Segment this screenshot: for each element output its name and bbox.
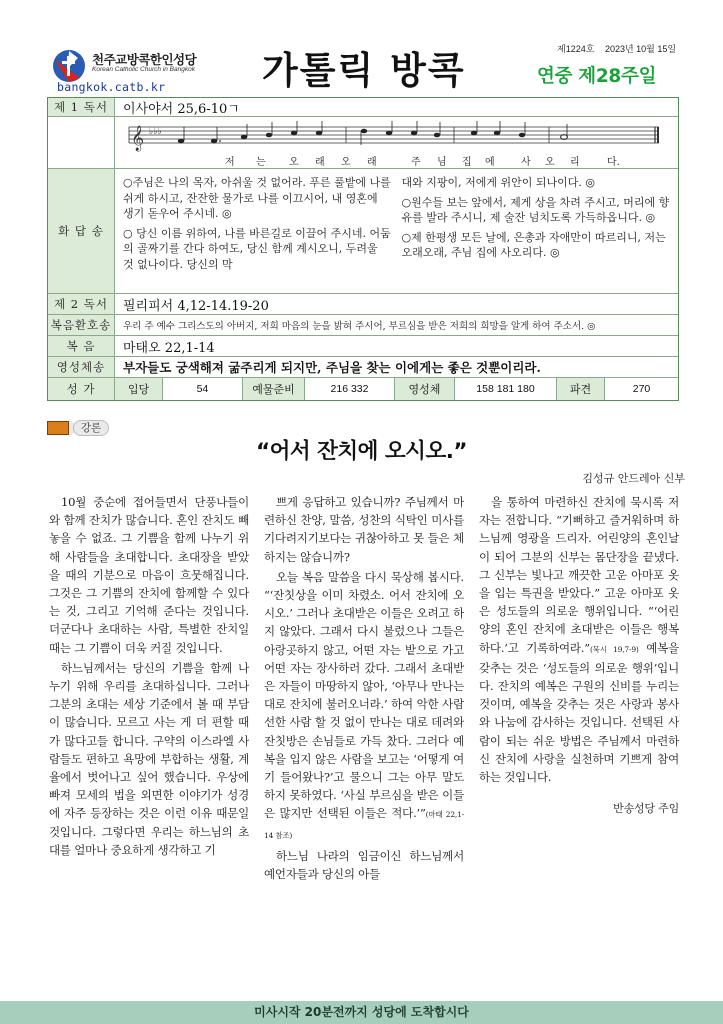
sermon-paragraph: 10월 중순에 접어들면서 단풍나들이와 함께 잔치가 많습니다. 혼인 잔치도 빼놓을 수 없죠. 그 기쁨을 함께 나누기 위해 사람들을 초대합니다. 초대장을 받았을 때의 기분으로 마음이 흐뭇해집니다. 그것은 그 기쁨의 잔치에 함께할 수 있다는 것, 그리고 기억해 준다는 것입니다. 더군다나 초대하는 사람, 특별한 잔치일 때는 그 기쁨이 더욱 커질 것입니다. bbox=[49, 495, 249, 655]
singing-entrance-value: 54 bbox=[163, 378, 243, 400]
sermon-tag-label: 강론 bbox=[73, 420, 109, 436]
communion-label: 영성체송 bbox=[48, 357, 115, 377]
sermon-column-3 bbox=[479, 493, 679, 883]
lyric-syllable: 오 bbox=[289, 157, 299, 168]
lyric-syllable: 집 bbox=[462, 157, 472, 168]
website-url[interactable]: bangkok.catb.kr bbox=[57, 80, 166, 94]
singing-offertory-label: 예물준비 bbox=[243, 378, 305, 400]
singing-dismissal-label: 파견 bbox=[557, 378, 605, 400]
sermon-paragraph: 오늘 복음 말씀을 다시 묵상해 봅시다. “‘잔칫상을 이미 차렸소. 어서 잔치에 오시오.’ 그러나 초대받은 이들은 오려고 하지 않았다. 그래서 다시 불렀으나 그들은 아랑곳하지 않고, 어떤 자는 밭으로 가고 어떤 자는 장사하러 갔다. 그래서 초대받은 자들이 마땅하지 않아, ‘아무나 만나는 대로 잔치에 불러오너라.’ 하여 악한 사람 선한 사람 할 것 없이 만나는 대로 데려와 잔칫방은 손님들로 가득 찼다. 그러다 예복을 입지 않은 사람을 보고는 ‘어떻게 여기 들어왔나?’고 물으니 그는 아무 말도 하지 못하였다. ‘사실 부르심을 받은 이들은 많지만 선택된 이들은 적다.’”(마태 22,1-14 참조) bbox=[264, 569, 464, 840]
scripture-reference: (마태 22,1-14 참조) bbox=[264, 810, 464, 840]
singing-label: 성 가 bbox=[48, 378, 115, 400]
reading2-label: 제 2 독서 bbox=[48, 294, 115, 314]
psalm-music bbox=[119, 117, 674, 168]
scripture-reference: (묵시 19,7-9) bbox=[589, 644, 639, 654]
psalm-verse: ○ 당신 이름 위하여, 나를 바른길로 이끌어 주시네. 어둠의 골짜기를 간다 하여도, 당신 함께 계시오니, 두려울 것 없나이다. 당신의 막 bbox=[123, 226, 391, 271]
singing-communion-value: 158 181 180 bbox=[455, 378, 557, 400]
singing-entrance-label: 입당 bbox=[115, 378, 163, 400]
gospel-row bbox=[48, 336, 678, 357]
footer-notice: 미사시작 20분전까지 성당에 도착합시다 bbox=[0, 1001, 723, 1024]
sermon-column-2 bbox=[264, 493, 464, 883]
lyric-syllable: 오 bbox=[341, 157, 351, 168]
sermon-body bbox=[49, 493, 687, 883]
psalm-music-row bbox=[48, 117, 678, 169]
org-name: 천주교방콕한인성당 bbox=[92, 52, 197, 67]
gospel-value: 마태오 22,1-14 bbox=[123, 340, 215, 356]
reading1-row bbox=[48, 98, 678, 117]
svg-text:♭♭♭: ♭♭♭ bbox=[149, 127, 162, 137]
reading1-value: 이사야서 25,6-10ㄱ bbox=[123, 101, 240, 117]
communion-value: 부자들도 궁색해져 굶주리게 되지만, 주님을 찾는 이에게는 좋은 것뿐이리라. bbox=[123, 360, 541, 375]
issue-number: 제1224호 bbox=[557, 44, 595, 54]
singing-communion-label: 영성체 bbox=[395, 378, 455, 400]
psalm-verses bbox=[115, 169, 678, 293]
lyric-syllable: 사 bbox=[521, 157, 531, 168]
music-staff bbox=[119, 121, 664, 155]
sermon-author: 김성규 안드레아 신부 bbox=[582, 472, 685, 485]
singing-dismissal-value: 270 bbox=[632, 383, 651, 395]
lyric-syllable: 래 bbox=[315, 157, 325, 168]
sermon-paragraph: 하느님 나라의 임금이신 하느님께서 예언자들과 당신의 아들 bbox=[264, 848, 464, 882]
lyric-syllable: 리 bbox=[570, 157, 580, 168]
issue-info bbox=[557, 42, 684, 55]
gospel-label: 복 음 bbox=[48, 336, 115, 356]
sermon-paragraph: 을 통하여 마련하신 잔치에 묵시록 저자는 전합니다. “기뻐하고 즐거워하며 하느님께 영광을 드리자. 어린양의 혼인날이 되어 그분의 신부는 몸단장을 끝냈다. 그 신부는 빛나고 깨끗한 고운 아마포 옷을 입는 특권을 받았다.” 고운 아마포 옷은 성도들의 의로운 행위입니다. “‘어린양의 혼인 잔치에 초대받은 이들은 행복하다.’고 기록하여라.”(묵시 19,7-9) 예복을 갖추는 것은 ‘성도들의 의로운 행위’입니다. 잔치의 예복은 구원의 신비를 누리는 것이며, 예복을 갖추는 것은 사랑과 봉사와 나눔에 감사하는 것입니다. 선택된 사람이 되는 쉬운 방법은 주님께서 마련하신 잔치에 사랑을 실천하며 기쁘게 참여하는 것입니다. bbox=[479, 495, 679, 785]
singing-row bbox=[48, 378, 678, 400]
lyric-syllable: 래 bbox=[367, 157, 377, 168]
lyric-syllable: 다. bbox=[607, 157, 620, 168]
psalm-verse: ○원수들 보는 앞에서, 제게 상을 차려 주시고, 머리에 향유를 발라 주시니, 제 술잔 넘치도록 가득하옵니다. ◎ bbox=[401, 195, 670, 224]
liturgical-week: 연중 제28주일 bbox=[537, 66, 657, 87]
lyric-syllable: 오 bbox=[545, 157, 555, 168]
singing-offertory-value: 216 332 bbox=[305, 378, 395, 400]
acclamation-row bbox=[48, 315, 678, 336]
reading2-row bbox=[48, 294, 678, 315]
lyric-syllable: 에 bbox=[485, 157, 495, 168]
book-icon bbox=[47, 421, 69, 435]
church-logo-icon bbox=[52, 48, 86, 84]
psalm-verse: 대와 지팡이, 저에게 위안이 되나이다. ◎ bbox=[401, 176, 595, 189]
sermon-column-1 bbox=[49, 493, 249, 883]
newsletter-title: 가톨릭 방콕 bbox=[262, 49, 466, 92]
sermon-paragraph: 쁘게 응답하고 있습니까? 주님께서 마련하신 찬양, 말씀, 성찬의 식탁인 미사를 기다려지기보다는 귀찮아하고 못 들은 체하지는 않습니까? bbox=[264, 495, 464, 564]
sermon-title: “어서 잔치에 오시오.” bbox=[255, 439, 468, 464]
psalm-verse: ○주님은 나의 목자, 아쉬울 것 없어라. 푸른 풀밭에 나를 쉬게 하시고, 잔잔한 물가로 나를 이끄시어, 내 영혼에 생기 돋우어 주시네. ◎ bbox=[123, 176, 391, 220]
psalm-row bbox=[48, 169, 678, 294]
issue-date: 2023년 10월 15일 bbox=[604, 44, 677, 54]
acclamation-value: 우리 주 예수 그리스도의 아버지, 저희 마음의 눈을 밝혀 주시어, 부르심을 받은 저희의 희망을 알게 하여 주소서. ◎ bbox=[123, 321, 596, 332]
lyric-syllable: 저 bbox=[225, 157, 235, 168]
lyric-syllable: 주 bbox=[411, 157, 421, 168]
org-english-name: Korean Catholic Church in Bangkok bbox=[92, 66, 195, 73]
lyric-syllable: 는 bbox=[256, 157, 266, 168]
reading1-label: 제 1 독서 bbox=[48, 98, 115, 116]
reading2-value: 필리피서 4,12-14.19-20 bbox=[123, 298, 269, 314]
psalm-label: 화 답 송 bbox=[48, 169, 115, 293]
communion-row bbox=[48, 357, 678, 378]
svg-text:𝄞: 𝄞 bbox=[131, 126, 145, 151]
header bbox=[0, 0, 723, 98]
acclamation-label: 복음환호송 bbox=[48, 315, 115, 335]
lyric-syllable: 님 bbox=[437, 157, 447, 168]
psalm-verse: ○제 한평생 모든 날에, 은총과 자애만이 따르리니, 저는 오래오래, 주님 집에 사오리다. ◎ bbox=[401, 230, 666, 259]
sermon-signature: 반송성당 주임 bbox=[613, 802, 679, 816]
sermon-paragraph: 하느님께서는 당신의 기쁨을 함께 나누기 위해 우리를 초대하십니다. 그러나 그분의 초대는 세상 기준에서 볼 때 부담이 많습니다. 모르고 사는 게 더 편할 때가 많다고들 합니다. 구약의 이스라엘 사람들도 편하고 욕망에 부합하는 생활, 계율에서 벗어나고 싶어 했습니다. 우상에 빠져 모세의 법을 외면한 이야기가 성경에 자주 등장하는 것은 이런 이유 때문일 것입니다. 그렇다면 우리는 하느님의 초대를 얼마나 중요하게 생각하고 기 bbox=[49, 660, 249, 857]
liturgy-table bbox=[47, 97, 679, 401]
